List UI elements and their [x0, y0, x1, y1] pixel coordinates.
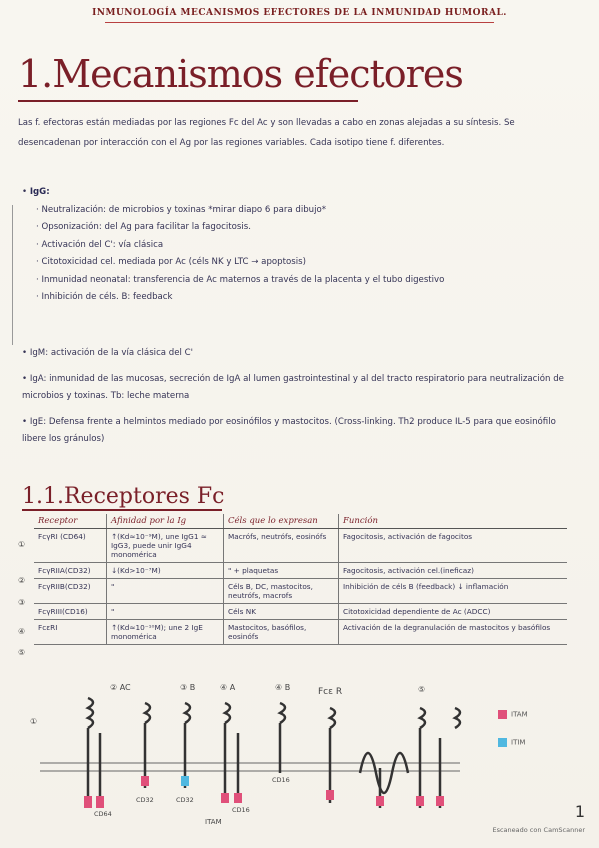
itam-marker [436, 796, 444, 806]
igg-item: · Citotoxicidad cel. mediada por Ac (céls NK y LTC → apoptosis) [36, 257, 306, 267]
ig-domain-stack [225, 703, 230, 723]
table-cell: FcγRIIA(CD32) [34, 563, 107, 579]
ig-domain-stack [88, 698, 93, 728]
diagram-label: ② AC [110, 683, 131, 692]
table-header: Afinidad por la Ig [107, 514, 224, 529]
table-cell: Céls NK [224, 604, 339, 620]
margin-bracket [12, 205, 19, 345]
table-cell: " + plaquetas [224, 563, 339, 579]
beta-chain [360, 753, 408, 793]
itam-marker [234, 793, 242, 803]
table-cell: Inhibición de céls B (feedback) ↓ inflamación [339, 579, 568, 604]
itam-bottom-label: ITAM [205, 818, 222, 826]
section-title-mecanismos: 1.Mecanismos efectores [18, 52, 463, 96]
table-cell: Macrófs, neutrófs, eosinófs [224, 529, 339, 563]
receptor-table [34, 514, 567, 645]
row-number: ④ [18, 627, 26, 636]
section-title-underline [18, 100, 358, 102]
table-cell: FcγRI (CD64) [34, 529, 107, 563]
table-row [34, 529, 567, 563]
igg-item: · Neutralización: de microbios y toxinas *mirar diapo 6 para dibujo* [36, 204, 327, 215]
diagram-label: ④ B [275, 683, 291, 692]
igg-heading: • IgG: [22, 187, 50, 197]
itam-marker [376, 796, 384, 806]
diagram-label: ⑤ [418, 685, 426, 694]
row-number: ⑤ [18, 648, 26, 657]
table-header: Receptor [34, 514, 107, 529]
igg-item: · Opsonización: del Ag para facilitar la fagocitosis. [36, 222, 251, 232]
legend-itim: ITIM [498, 738, 525, 747]
legend-itam: ITAM [498, 710, 528, 719]
table-row [34, 604, 567, 620]
itam-marker [221, 793, 229, 803]
table-cell: " [107, 579, 224, 604]
igg-item: · Activación del C': vía clásica [36, 239, 164, 250]
table-cell: ↑(Kd≈10⁻¹⁰M); une 2 IgE monomérica [107, 620, 224, 645]
ig-domain-stack [330, 708, 335, 728]
itam-marker [96, 796, 104, 808]
table-cell: Fagocitosis, activación de fagocitos [339, 529, 568, 563]
cd-label: CD32 [136, 796, 154, 804]
ig-domain-stack [280, 703, 285, 723]
receptor-diagram [0, 678, 599, 848]
ig-domain-stack [185, 703, 190, 723]
intro-paragraph: Las f. efectoras están mediadas por las regiones Fc del Ac y son llevadas a cabo en zonas alejadas a su síntesis. Se desencadenan por interacción con el Ag por las regiones variables. Cada isotipo tiene f. diferentes. [18, 118, 515, 148]
cd-label: CD16 [272, 776, 290, 784]
cd-label: CD64 [94, 810, 112, 818]
ig-domain-stack [455, 708, 460, 728]
table-cell: Citotoxicidad dependiente de Ac (ADCC) [339, 604, 568, 620]
itam-marker [141, 776, 149, 786]
itam-marker [84, 796, 92, 808]
diagram-label: Fcε R [318, 687, 343, 697]
page-header: INMUNOLOGÍA MECANISMOS EFECTORES DE LA INMUNIDAD HUMORAL. [92, 8, 507, 18]
cd-label: CD32 [176, 796, 194, 804]
diagram-label: ③ B [180, 683, 196, 692]
row-number: ② [18, 576, 26, 585]
table-row [34, 579, 567, 604]
table-row [34, 620, 567, 645]
table-cell: FcγRIIB(CD32) [34, 579, 107, 604]
table-cell: ↓(Kd>10⁻⁷M) [107, 563, 224, 579]
ig-domain-stack [145, 703, 150, 723]
iga-item: • IgA: inmunidad de las mucosas, secreción de IgA al lumen gastrointestinal y al del tracto respiratorio para neutralización de microbios y toxinas. Tb: leche materna [22, 373, 564, 401]
table-header: Función [339, 514, 568, 529]
igg-item: · Inmunidad neonatal: transferencia de Ac maternos a través de la placenta y el tubo digestivo [36, 274, 445, 285]
itam-marker [416, 796, 424, 806]
table-row [34, 563, 567, 579]
diagram-label: ④ A [220, 683, 236, 692]
header-underline [105, 22, 494, 23]
diagram-label: ① [30, 717, 38, 726]
itim-marker [181, 776, 189, 786]
legend-swatch [498, 738, 507, 747]
other-isotypes-block [22, 345, 577, 449]
table-cell: FcεRI [34, 620, 107, 645]
table-cell: Activación de la degranulación de mastocitos y basófilos [339, 620, 568, 645]
table-cell: ↑(Kd≈10⁻⁹M), une IgG1 ≈ IgG3, puede unir IgG4 monomérica [107, 529, 224, 563]
table-cell: " [107, 604, 224, 620]
cd-label: CD16 [232, 806, 250, 814]
igg-block [22, 184, 572, 307]
itam-marker [326, 790, 334, 800]
legend-swatch [498, 710, 507, 719]
page-number: 1 [574, 802, 585, 821]
table-header-row [34, 514, 567, 529]
table-cell: FcγRIII(CD16) [34, 604, 107, 620]
table-cell: Fagocitosis, activación cel.(ineficaz) [339, 563, 568, 579]
table-header: Céls que lo expresan [224, 514, 339, 529]
row-number: ① [18, 540, 26, 549]
table-cell: Céls B, DC, mastocitos, neutrófs, macrofs [224, 579, 339, 604]
section2-underline [22, 509, 222, 511]
scanner-watermark: Escaneado con CamScanner [492, 826, 585, 834]
row-number: ③ [18, 598, 26, 607]
table-cell: Mastocitos, basófilos, eosinófs [224, 620, 339, 645]
igm-item: • IgM: activación de la vía clásica del C' [22, 348, 194, 358]
section-title-receptores: 1.1.Receptores Fc [22, 484, 225, 509]
igg-item: · Inhibición de céls. B: feedback [36, 292, 173, 302]
ig-domain-stack [420, 708, 425, 728]
ige-item: • IgE: Defensa frente a helmintos mediado por eosinófilos y mastocitos. (Cross-linking. Th2 produce IL-5 para que eosinófilo libere los gránulos) [22, 416, 556, 444]
